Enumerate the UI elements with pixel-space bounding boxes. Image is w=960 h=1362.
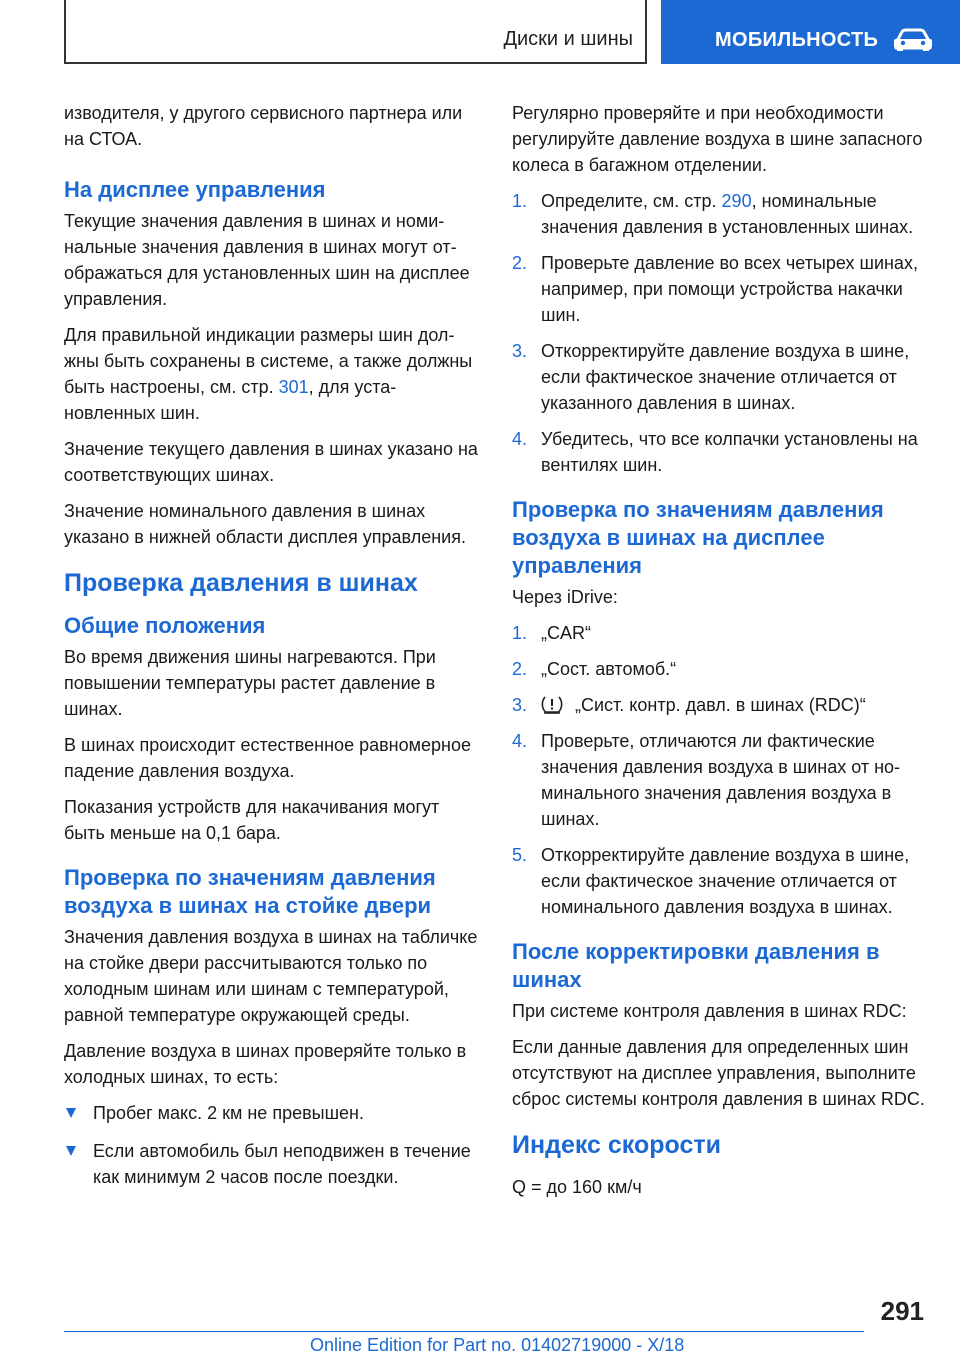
tire-pressure-icon: [541, 695, 563, 715]
heading-display-check: Проверка по значениям давления воздуха в шинах на дисплее управления: [512, 497, 884, 578]
list-item: 5. Откорректируйте давление воздуха в шине, если фактическое значение отличается от номинального давления воздуха в шинах.: [512, 845, 910, 917]
page-link-290[interactable]: 290: [721, 191, 752, 211]
paragraph: изводителя, у другого сервисного партнера или на СТОА.: [64, 103, 463, 149]
right-column: [512, 100, 932, 1210]
header-section-box: [64, 0, 647, 64]
paragraph: Регулярно проверяйте и при необходимости регулируйте давление воздуха в шине запасного колеса в багажном отделении.: [512, 103, 923, 175]
page-number: 291: [880, 1296, 924, 1326]
paragraph: Во время движения шины нагреваются. При повышении температуры растет давление в шинах.: [64, 647, 436, 719]
heading-display: На дисплее управления: [64, 177, 326, 202]
header-chapter-box: [661, 0, 960, 64]
paragraph: Значение текущего давления в шинах указано на соответствующих шинах.: [64, 439, 478, 485]
list-item: 2. Проверьте давление во всех четырех шинах, например, при помощи устройства накачки шин.: [512, 253, 918, 325]
paragraph: Для правильной индикации размеры шин должны быть сохранены в системе, а также должны быть настроены, см. стр. 301, для установленных шин.: [64, 325, 473, 423]
paragraph: Значения давления воздуха в шинах на табличке на стойке двери рассчитываются только по холодным шинам или шинам с температурой, равной температуре окружающей среды.: [64, 927, 478, 1025]
list-item: 1. Определите, см. стр. 290, номинальные значения давления в установленных шинах.: [512, 191, 914, 237]
bullet-list: [64, 1100, 478, 1190]
page-link-301[interactable]: 301: [278, 377, 309, 397]
chapter-title: МОБИЛЬНОСТЬ: [715, 29, 879, 51]
section-title: Диски и шины: [503, 28, 633, 50]
steps-list: [512, 188, 932, 478]
list-item: 2. „Сост. автомоб.“: [512, 659, 677, 679]
footer-divider: [64, 1331, 864, 1332]
paragraph: В шинах происходит естественное равномерное падение давления воздуха.: [64, 735, 471, 781]
heading-tire-check: Проверка давления в шинах: [64, 569, 418, 597]
heading-door-pillar: Проверка по значениям давления воздуха в шинах на стойке двери: [64, 865, 436, 918]
paragraph: Q = до 160 км/ч: [512, 1177, 642, 1197]
heading-general: Общие положения: [64, 613, 266, 638]
list-item: 4. Убедитесь, что все колпачки установлены на вентилях шин.: [512, 429, 918, 475]
list-item: Если автомобиль был неподвижен в течение как минимум 2 часов после поездки.: [64, 1138, 478, 1190]
triangle-bullet-icon: [66, 1146, 76, 1156]
list-item: Пробег макс. 2 км не превышен.: [64, 1100, 478, 1126]
list-item: 3. „Сист. контр. давл. в шинах (RDC)“: [512, 695, 866, 715]
footer-edition: Online Edition for Part no. 01402719000 - X/18: [310, 1335, 685, 1355]
paragraph: Через iDrive:: [512, 587, 618, 607]
paragraph: Значение номинального давления в шинах указано в нижней области дисплея управления.: [64, 501, 466, 547]
paragraph: Показания устройств для накачивания могут быть меньше на 0,1 бара.: [64, 797, 440, 843]
list-item: 4. Проверьте, отличаются ли фактические значения давления воздуха в шинах от номинального значения давления воздуха в шинах.: [512, 731, 901, 829]
idrive-steps-list: [512, 620, 932, 920]
list-item: 1. „CAR“: [512, 623, 591, 643]
heading-speed-index: Индекс скорости: [512, 1131, 721, 1159]
paragraph: Текущие значения давления в шинах и номинальные значения давления в шинах могут отображаться для установленных шин на дисплее управления.: [64, 211, 470, 309]
list-item: 3. Откорректируйте давление воздуха в шине, если фактическое значение отличается от указанного давления в шинах.: [512, 341, 910, 413]
heading-after-correction: После корректировки давления в шинах: [512, 939, 880, 992]
left-column: [64, 100, 478, 1202]
paragraph: Давление воздуха в шинах проверяйте только в холодных шинах, то есть:: [64, 1041, 467, 1087]
triangle-bullet-icon: [66, 1108, 76, 1118]
paragraph: При системе контроля давления в шинах RDC:: [512, 1001, 907, 1021]
paragraph: Если данные давления для определенных шин отсутствуют на дисплее управления, выполните сброс системы контроля давления в шинах RDC.: [512, 1037, 925, 1109]
car-icon: [893, 28, 933, 52]
